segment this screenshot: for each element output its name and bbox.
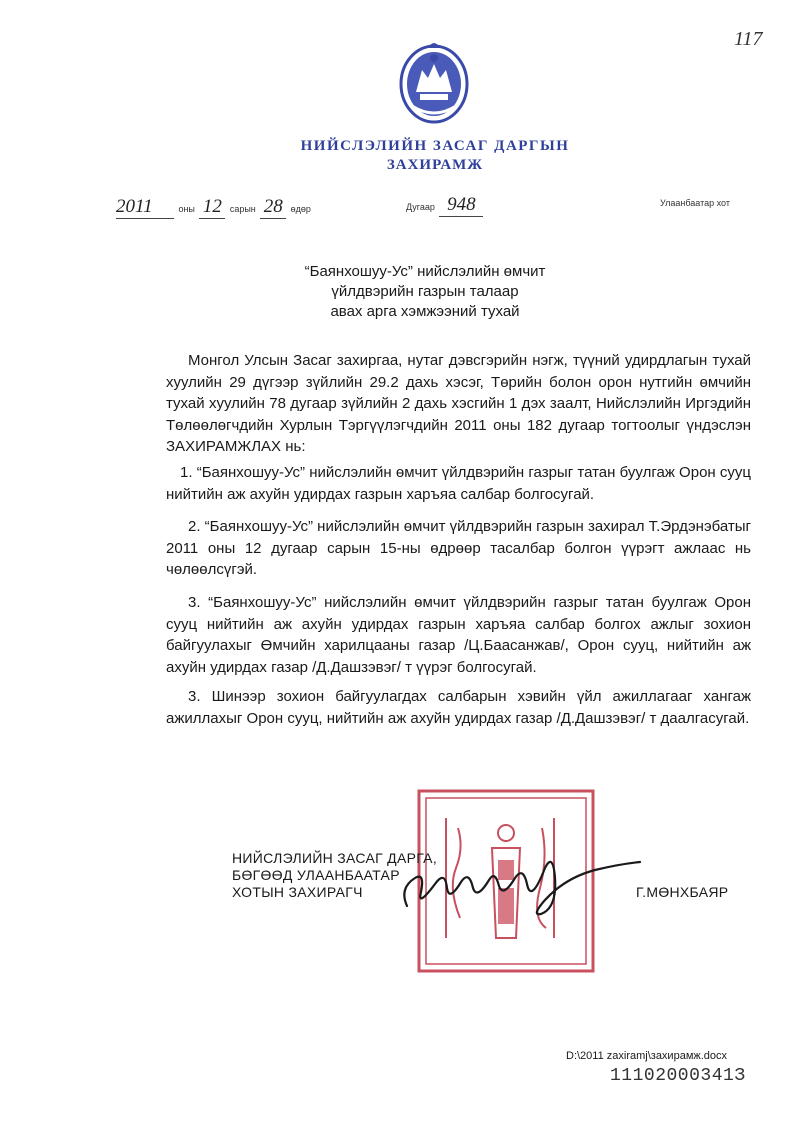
title-line-1: “Баянхошуу-Ус” нийслэлийн өмчит bbox=[304, 263, 546, 280]
doc-number: 948 bbox=[439, 194, 483, 217]
date-day: 28 bbox=[260, 196, 286, 219]
resolution-title bbox=[250, 262, 600, 322]
intro-paragraph: Монгол Улсын Засаг захиргаа, нутаг дэвсгэрийн нэгж, түүний удирдлагын тухай хуулийн 29 дүгээр зүйлийн 29.2 дахь хэсэг, Төрийн болон орон нутгийн өмчийн тухай хуулийн 78 дугаар зүйлийн 2 дахь хэсгийн 1 дэх заалт, Нийслэлийн Иргэдийн Төлөөлөгчдийн Хурлын Тэргүүлэгчдийн 2011 оны 182 дугаар тогтоолыг үндэслэн ЗАХИРАМЖЛАХ нь: bbox=[166, 352, 751, 455]
title-line-3: авах арга хэмжээний тухай bbox=[330, 303, 520, 320]
org-title: НИЙСЛЭЛИЙН ЗАСАГ ДАРГЫН bbox=[300, 138, 570, 154]
number-label: Дугаар bbox=[406, 202, 435, 212]
item-3: 3. “Баянхошуу-Ус” нийслэлийн өмчит үйлдвэрийн газрыг татан буулгаж Орон сууц нийтийн аж ахуйн удирдах газрын харъяа салбар болгох ажлыг зохион байгуулахыг Өмчийн харилцааны газар /Ц.Баасанжав/, Орон сууц, нийтийн аж ахуйн удирдах газар /Д.Дашзэвэг/ т үүрэг болгосугай. bbox=[166, 594, 751, 676]
date-year: 2011 bbox=[116, 196, 174, 219]
position-line-3: ХОТЫН ЗАХИРАГЧ bbox=[232, 884, 363, 900]
page-number: 117 bbox=[734, 28, 763, 50]
state-emblem-icon bbox=[398, 34, 470, 126]
document-body bbox=[166, 350, 751, 730]
date-year-label: оны bbox=[178, 204, 195, 214]
title-line-2: үйлдвэрийн газрын талаар bbox=[331, 283, 519, 300]
position-line-1: НИЙСЛЭЛИЙН ЗАСАГ ДАРГА, bbox=[232, 850, 438, 866]
date-month: 12 bbox=[199, 196, 225, 219]
item-4: 3. Шинээр зохион байгуулагдах салбарын хэвийн үйл ажиллагааг хангаж ажиллахыг Орон сууц, нийтийн аж ахуйн удирдах газар /Д.Дашзэвэг/ т даалгасугай. bbox=[166, 688, 751, 727]
signatory-name: Г.МӨНХБАЯР bbox=[636, 884, 729, 900]
city: Улаанбаатар хот bbox=[660, 198, 730, 208]
doc-type: ЗАХИРАМЖ bbox=[386, 157, 484, 173]
document-code: 11102000341З bbox=[610, 1066, 746, 1086]
number-row bbox=[406, 194, 483, 217]
date-month-label: сарын bbox=[229, 204, 256, 214]
date-row bbox=[116, 196, 311, 219]
position-line-2: БӨГӨӨД УЛААНБААТАР bbox=[232, 867, 400, 883]
handwritten-signature-icon bbox=[395, 848, 645, 918]
file-path: D:\2011 zaxiramj\захирамж.docx bbox=[566, 1050, 728, 1062]
item-1: 1. “Баянхошуу-Ус” нийслэлийн өмчит үйлдвэрийн газрыг татан буулгаж Орон сууц нийтийн аж ахуйн удирдах газрын харъяа салбар болгосугай. bbox=[166, 464, 751, 503]
date-day-label: өдөр bbox=[290, 204, 311, 214]
item-2: 2. “Баянхошуу-Ус” нийслэлийн өмчит үйлдвэрийн газрын захирал Т.Эрдэнэбатыг 2011 оны 12 дугаар сарын 15-ны өдрөөр тасалбар болгон үүрэгт ажлаас нь чөлөөлсүгэй. bbox=[166, 518, 751, 578]
